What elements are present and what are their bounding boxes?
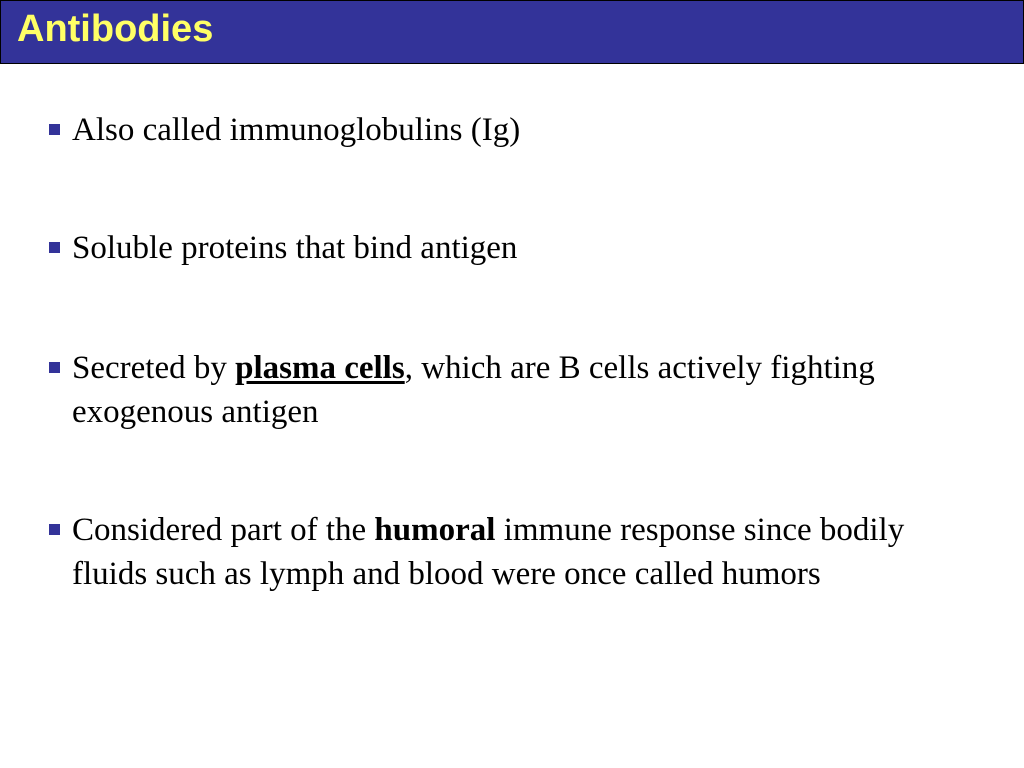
bullet-text: Soluble proteins that bind antigen (72, 230, 518, 266)
bullet-text-lead: Considered part of the (72, 512, 375, 548)
bullet-text-tail: , which are B cells actively fighting exogenous antigen (72, 350, 875, 430)
bullet-text (72, 346, 982, 434)
square-bullet-icon (49, 242, 60, 253)
square-bullet-icon (49, 362, 60, 373)
title-bar (0, 0, 1024, 64)
slide-title: Antibodies (17, 8, 214, 50)
humoral-term: humoral (374, 512, 496, 548)
bullet-text (72, 508, 982, 596)
bullet-text-lead: Secreted by (72, 350, 236, 386)
square-bullet-icon (49, 124, 60, 135)
bullet-text-tail: immune response since bodily fluids such as lymph and blood were once called humors (72, 512, 905, 592)
bullet-text: Also called immunoglobulins (Ig) (72, 112, 521, 148)
plasma-cells-term: plasma cells (235, 350, 405, 386)
square-bullet-icon (49, 524, 60, 535)
